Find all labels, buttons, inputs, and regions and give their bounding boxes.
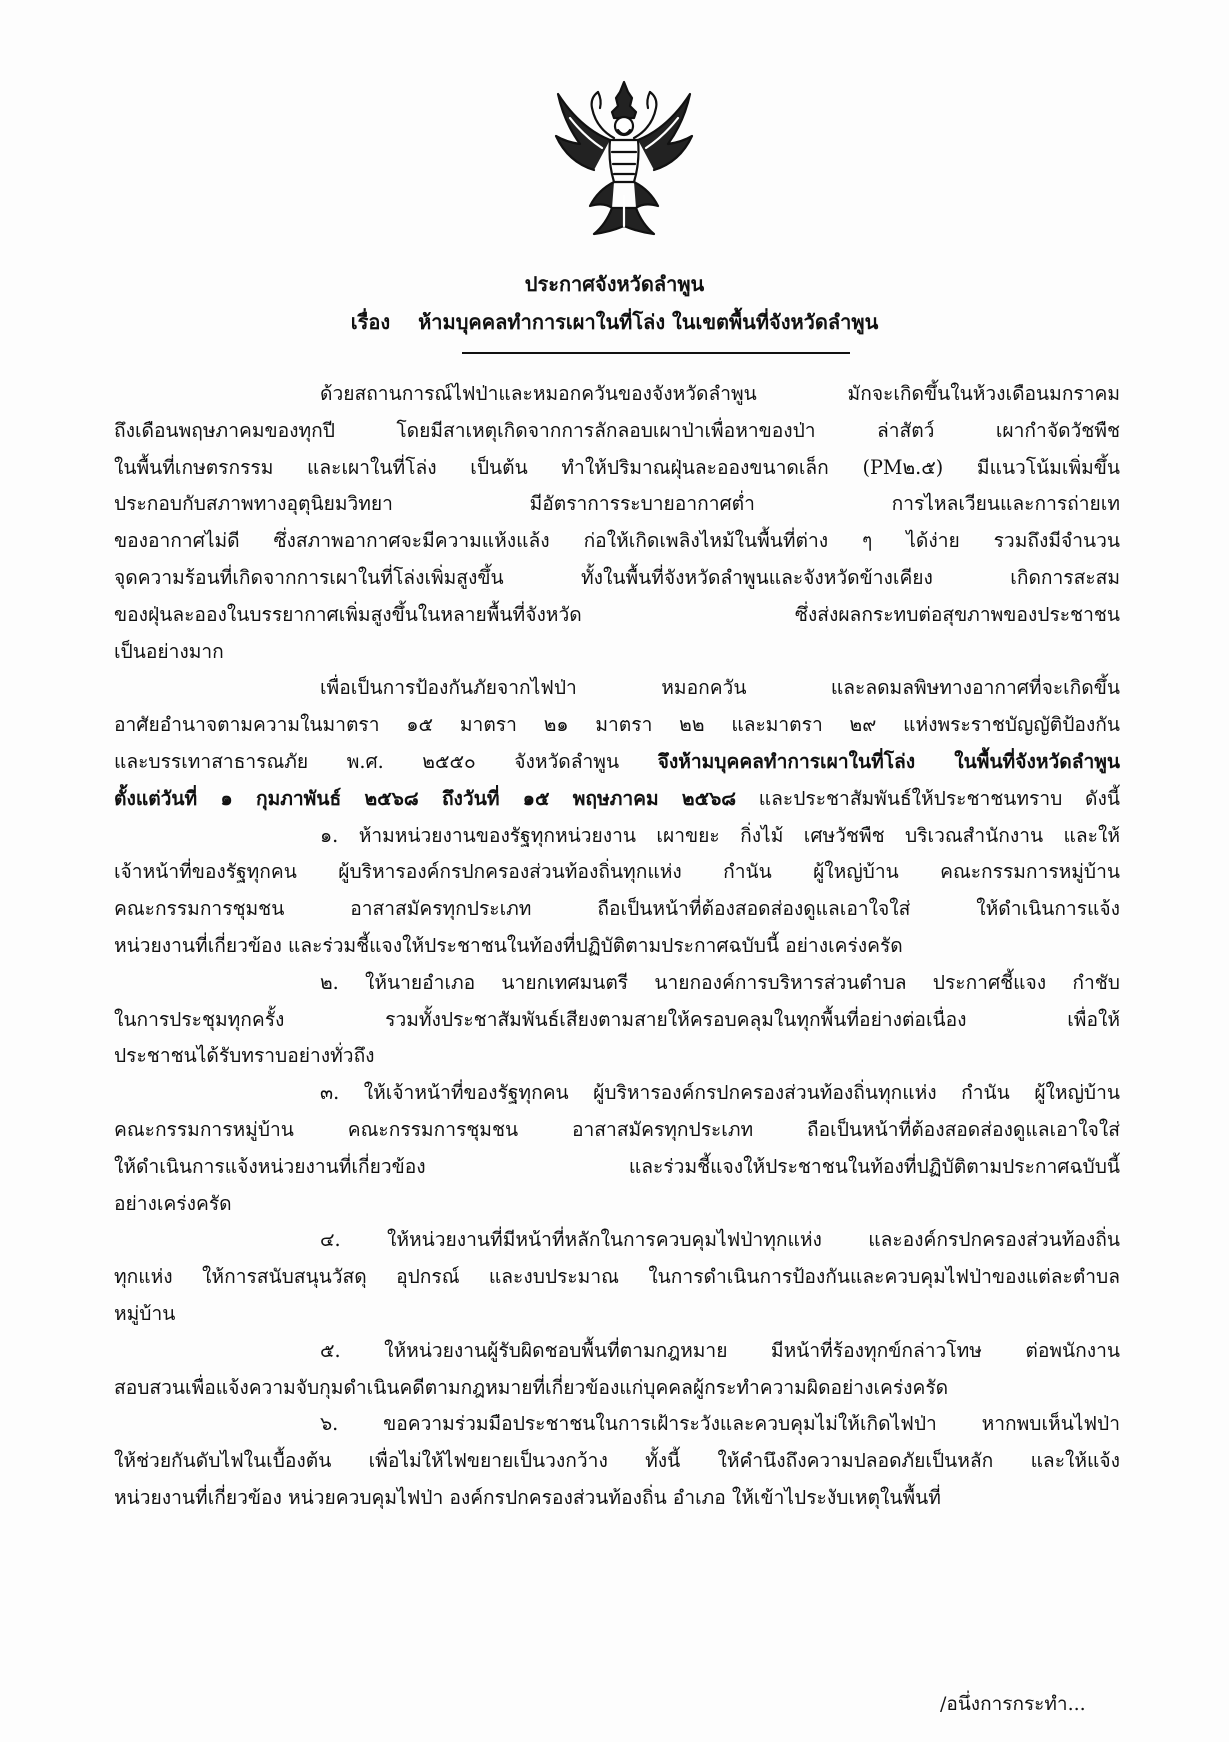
effective-period-text: ตั้งแต่วันที่ ๑ กุมภาพันธ์ ๒๕๖๘ ถึงวันที่ ๑๕ พฤษภาคม ๒๕๖๘ — [114, 786, 737, 810]
garuda-emblem-icon — [550, 78, 698, 240]
text-line: ของอากาศไม่ดี ซึ่งสภาพอากาศจะมีความแห้งแล้ง ก่อให้เกิดเพลิงไหม้ในพื้นที่ต่าง ๆ ได้ง่าย รวมถึงมีจำนวน — [114, 529, 1120, 553]
text-line: ประกอบกับสภาพทางอุตุนิยมวิทยา มีอัตราการระบายอากาศต่ำ การไหลเวียนและการถ่ายเท — [114, 492, 1120, 516]
item-2 — [114, 965, 1120, 1075]
text-line: หมู่บ้าน — [114, 1301, 176, 1325]
text-line: เจ้าหน้าที่ของรัฐทุกคน ผู้บริหารองค์กรปกครองส่วนท้องถิ่นทุกแห่ง กำนัน ผู้ใหญ่บ้าน คณะกรรมการหมู่บ้าน — [114, 860, 1120, 884]
continuation-note: /อนึ่งการกระทำ... — [940, 1693, 1086, 1715]
text-line: ของฝุ่นละอองในบรรยากาศเพิ่มสูงขึ้นในหลายพื้นที่จังหวัด ซึ่งส่งผลกระทบต่อสุขภาพของประชาชน — [114, 602, 1120, 626]
text-line: ให้ช่วยกันดับไฟในเบื้องต้น เพื่อไม่ให้ไฟขยายเป็นวงกว้าง ทั้งนี้ ให้คำนึงถึงความปลอดภัยเป็นหลัก และให้แจ้ง — [114, 1449, 1120, 1473]
item-6 — [114, 1406, 1120, 1516]
title-divider — [462, 352, 850, 354]
prohibition-text: จึงห้ามบุคคลทำการเผาในที่โล่ง ในพื้นที่จังหวัดลำพูน — [657, 749, 1121, 773]
item-5 — [114, 1333, 1120, 1407]
text-line: ในพื้นที่เกษตรกรรม และเผาในที่โล่ง เป็นต้น ทำให้ปริมาณฝุ่นละอองขนาดเล็ก (PM๒.๕) มีแนวโน้มเพิ่มขึ้น — [114, 455, 1120, 479]
text-line: ด้วยสถานการณ์ไฟป่าและหมอกควันของจังหวัดลำพูน มักจะเกิดขึ้นในห้วงเดือนมกราคม — [320, 382, 1120, 405]
text-line: ประชาชนได้รับทราบอย่างทั่วถึง — [114, 1044, 375, 1068]
document-subject — [0, 308, 1229, 336]
text-line: เพื่อเป็นการป้องกันภัยจากไฟป่า หมอกควัน และลดมลพิษทางอากาศที่จะเกิดขึ้น — [320, 676, 1120, 700]
text-line — [114, 744, 1120, 781]
item-1 — [114, 818, 1120, 965]
text-line — [114, 781, 1120, 818]
item-4 — [114, 1222, 1120, 1332]
text-line: ๒. ให้นายอำเภอ นายกเทศมนตรี นายกองค์การบริหารส่วนตำบล ประกาศชี้แจง กำชับ — [320, 970, 1120, 994]
text-line: ๖. ขอความร่วมมือประชาชนในการเฝ้าระวังและควบคุมไม่ให้เกิดไฟป่า หากพบเห็นไฟป่า — [320, 1412, 1120, 1436]
text-line: ในการประชุมทุกครั้ง รวมทั้งประชาสัมพันธ์เสียงตามสายให้ครอบคลุมในทุกพื้นที่อย่างต่อเนื่อง เพื่อให้ — [114, 1007, 1120, 1031]
text-line: ๔. ให้หน่วยงานที่มีหน้าที่หลักในการควบคุมไฟป่าทุกแห่ง และองค์กรปกครองส่วนท้องถิ่น — [320, 1228, 1120, 1252]
text-line: อาศัยอำนาจตามความในมาตรา ๑๕ มาตรา ๒๑ มาตรา ๒๒ และมาตรา ๒๙ แห่งพระราชบัญญัติป้องกัน — [114, 713, 1120, 737]
text-line: ๕. ให้หน่วยงานผู้รับผิดชอบพื้นที่ตามกฎหมาย มีหน้าที่ร้องทุกข์กล่าวโทษ ต่อพนักงาน — [320, 1338, 1120, 1362]
paragraph-authority — [114, 670, 1120, 817]
text-line: ให้ดำเนินการแจ้งหน่วยงานที่เกี่ยวข้อง และร่วมชี้แจงให้ประชาชนในท้องที่ปฏิบัติตามประกาศฉบับนี้ — [114, 1154, 1120, 1178]
paragraph-background — [114, 376, 1120, 670]
subject-label: เรื่อง — [350, 310, 391, 334]
item-3 — [114, 1075, 1120, 1222]
text-line: หน่วยงานที่เกี่ยวข้อง และร่วมชี้แจงให้ประชาชนในท้องที่ปฏิบัติตามประกาศฉบับนี้ อย่างเคร่งครัด — [114, 933, 903, 957]
text-line: หน่วยงานที่เกี่ยวข้อง หน่วยควบคุมไฟป่า องค์กรปกครองส่วนท้องถิ่น อำเภอ ให้เข้าไประงับเหตุในพื้นที่ — [114, 1485, 941, 1509]
text-fragment: และบรรเทาสาธารณภัย พ.ศ. ๒๕๕๐ จังหวัดลำพูน — [114, 749, 658, 773]
text-line: ถึงเดือนพฤษภาคมของทุกปี โดยมีสาเหตุเกิดจากการลักลอบเผาป่าเพื่อหาของป่า ล่าสัตว์ เผากำจัดวัชพืช — [114, 418, 1120, 442]
text-line: คณะกรรมการหมู่บ้าน คณะกรรมการชุมชน อาสาสมัครทุกประเภท ถือเป็นหน้าที่ต้องสอดส่องดูแลเอาใจใส่ — [114, 1117, 1120, 1141]
document-title: ประกาศจังหวัดลำพูน — [524, 272, 705, 296]
text-line: ทุกแห่ง ให้การสนับสนุนวัสดุ อุปกรณ์ และงบประมาณ ในการดำเนินการป้องกันและควบคุมไฟป่าของแต่ละตำบล — [114, 1265, 1120, 1289]
text-line: คณะกรรมการชุมชน อาสาสมัครทุกประเภท ถือเป็นหน้าที่ต้องสอดส่องดูแลเอาใจใส่ ให้ดำเนินการแจ้ง — [114, 897, 1120, 921]
text-fragment: และประชาสัมพันธ์ให้ประชาชนทราบ ดังนี้ — [736, 786, 1120, 810]
text-line: เป็นอย่างมาก — [114, 639, 224, 663]
text-line: สอบสวนเพื่อแจ้งความจับกุมดำเนินคดีตามกฎหมายที่เกี่ยวข้องแก่บุคคลผู้กระทำความผิดอย่างเคร่งครัด — [114, 1375, 949, 1399]
text-line: อย่างเคร่งครัด — [114, 1191, 232, 1215]
document-body — [114, 376, 1120, 1517]
text-line: ๓. ให้เจ้าหน้าที่ของรัฐทุกคน ผู้บริหารองค์กรปกครองส่วนท้องถิ่นทุกแห่ง กำนัน ผู้ใหญ่บ้าน — [320, 1081, 1120, 1105]
text-line: ๑. ห้ามหน่วยงานของรัฐทุกหน่วยงาน เผาขยะ กิ่งไม้ เศษวัชพืช บริเวณสำนักงาน และให้ — [320, 823, 1120, 847]
text-line: จุดความร้อนที่เกิดจากการเผาในที่โล่งเพิ่มสูงขึ้น ทั้งในพื้นที่จังหวัดลำพูนและจังหวัดข้างเคียง เกิดการสะสม — [114, 565, 1120, 589]
subject-text: ห้ามบุคคลทำการเผาในที่โล่ง ในเขตพื้นที่จังหวัดลำพูน — [418, 310, 879, 334]
